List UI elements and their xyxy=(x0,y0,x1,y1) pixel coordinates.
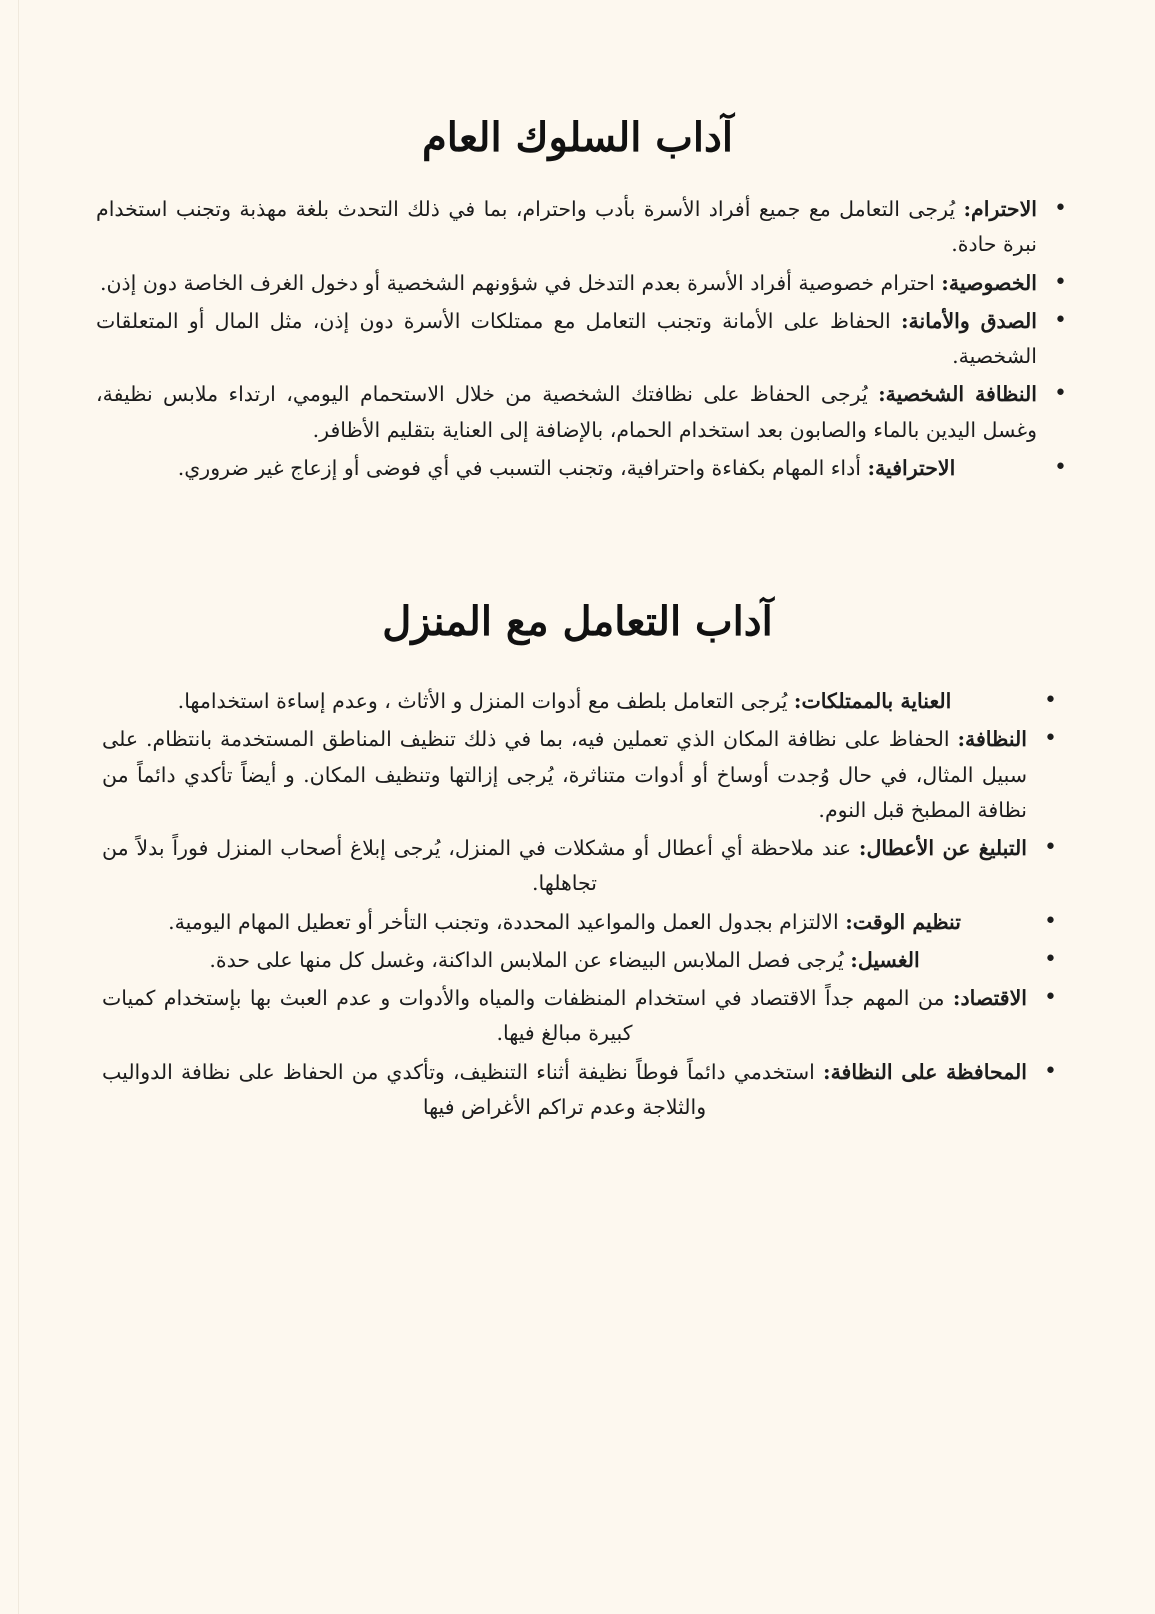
rule-lead: الاحترافية: xyxy=(867,455,956,480)
rule-lead: الاقتصاد: xyxy=(952,986,1027,1010)
rule-text: يُرجى التعامل مع جميع أفراد الأسرة بأدب واحترام، بما في ذلك التحدث بلغة مهذبة وتجنب استخدام نبرة حادة. xyxy=(96,197,1037,257)
rule-text: احترام خصوصية أفراد الأسرة بعدم التدخل في شؤونهم الشخصية أو دخول الغرف الخاصة دون إذن. xyxy=(99,270,942,295)
section-title-general-conduct: آداب السلوك العام xyxy=(422,114,733,161)
list-item xyxy=(102,831,1031,902)
rule-text: يُرجى الحفاظ على نظافتك الشخصية من خلال الاستحمام اليومي، ارتداء ملابس نظيفة، وغسل اليدين بالماء والصابون بعد استخدام الحمام، بالإضافة إلى العناية بتقليم الأظافر. xyxy=(96,382,1037,442)
list-item xyxy=(96,192,1041,263)
rule-text: استخدمي دائماً فوطاً نظيفة أثناء التنظيف، وتأكدي من الحفاظ على نظافة الدواليب والثلاجة وعدم تراكم الأغراض فيها xyxy=(102,1059,823,1119)
rule-text: الحفاظ على نظافة المكان الذي تعملين فيه، بما في ذلك تنظيف المناطق المستخدمة بانتظام. على سبيل المثال، في حال وُجدت أوساخ أو أدوات متناثرة، يُرجى إزالتها وتنظيف المكان. و أيضاً تأكدي دائماً من نظافة المطبخ قبل النوم. xyxy=(102,727,1027,822)
rule-lead: الصدق والأمانة: xyxy=(900,308,1037,333)
list-item xyxy=(102,943,1031,978)
list-item xyxy=(102,1055,1031,1126)
rule-text: يُرجى التعامل بلطف مع أدوات المنزل و الأثاث ، وعدم إساءة استخدامها. xyxy=(177,689,794,713)
rule-lead: تنظيم الوقت: xyxy=(845,909,961,934)
section-title-home-etiquette: آداب التعامل مع المنزل xyxy=(382,598,773,645)
rule-lead: التبليغ عن الأعطال: xyxy=(858,836,1027,860)
page-left-margin-rail xyxy=(0,0,19,1614)
list-item xyxy=(96,451,1041,486)
rule-text: من المهم جداً الاقتصاد في استخدام المنظفات والمياه والأدوات و عدم العبث بها بإستخدام كميات كبيرة مبالغ فيها. xyxy=(102,986,953,1046)
list-item xyxy=(96,377,1041,448)
rule-lead: الخصوصية: xyxy=(941,270,1037,295)
rule-lead: الغسيل: xyxy=(850,947,920,972)
rule-lead: الاحترام: xyxy=(963,197,1037,221)
list-item xyxy=(102,722,1031,828)
rule-text: عند ملاحظة أي أعطال أو مشكلات في المنزل، يُرجى إبلاغ أصحاب المنزل فوراً بدلاً من تجاهلها. xyxy=(102,836,859,896)
list-item xyxy=(102,905,1031,940)
rules-list-general-conduct xyxy=(80,192,1075,486)
rule-lead: المحافظة على النظافة: xyxy=(823,1059,1027,1084)
list-item xyxy=(96,266,1041,301)
list-item xyxy=(102,981,1031,1052)
rules-list-home-etiquette xyxy=(80,684,1075,1125)
section-general-conduct xyxy=(80,112,1075,486)
rule-text: يُرجى فصل الملابس البيضاء عن الملابس الداكنة، وغسل كل منها على حدة. xyxy=(209,947,851,972)
rule-lead: العناية بالممتلكات: xyxy=(793,689,952,713)
rule-text: الالتزام بجدول العمل والمواعيد المحددة، وتجنب التأخر أو تعطيل المهام اليومية. xyxy=(168,909,846,934)
rule-text: الحفاظ على الأمانة وتجنب التعامل مع ممتلكات الأسرة دون إذن، مثل المال أو المتعلقات الشخصية. xyxy=(96,308,1037,368)
rule-lead: النظافة: xyxy=(957,727,1027,752)
section-home-etiquette xyxy=(80,596,1075,1125)
rule-lead: النظافة الشخصية: xyxy=(878,382,1038,407)
list-item xyxy=(102,684,1031,719)
list-item xyxy=(96,304,1041,375)
rule-text: أداء المهام بكفاءة واحترافية، وتجنب التسبب في أي فوضى أو إزعاج غير ضروري. xyxy=(177,455,868,480)
